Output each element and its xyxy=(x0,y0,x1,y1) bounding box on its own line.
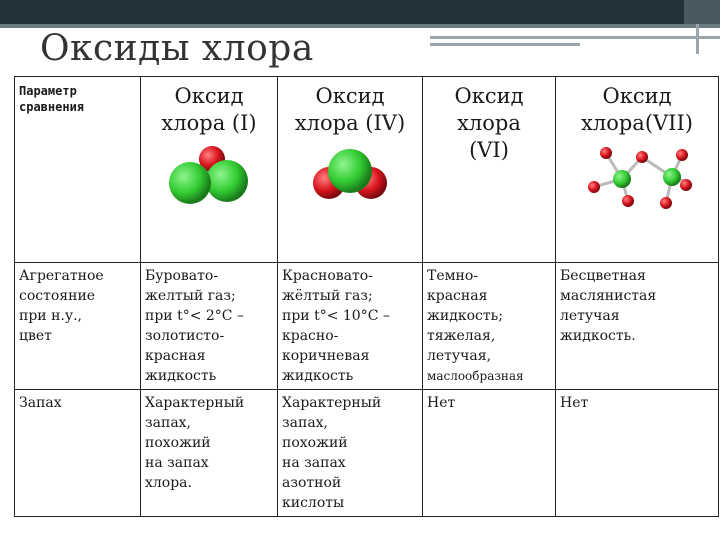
cell-line: красная xyxy=(145,348,206,364)
chlorine-atom xyxy=(328,149,372,193)
cell-line: похожий xyxy=(282,435,348,451)
oxygen-atom xyxy=(680,179,692,191)
table-row-smell xyxy=(15,390,719,517)
table-header-row xyxy=(15,77,719,263)
cell-line: Темно- xyxy=(427,268,479,284)
cell-line: азотной xyxy=(282,475,342,491)
row-label-line: цвет xyxy=(19,328,52,344)
cell-line: Красновато- xyxy=(282,268,373,284)
cell-line: при t°< 10°С – xyxy=(282,308,390,324)
cell-line: красная xyxy=(427,288,488,304)
smell-cl2o7-cell xyxy=(556,390,719,517)
cell-line: при t°< 2°С – xyxy=(145,308,244,324)
comparison-table xyxy=(14,76,719,517)
header-line: хлора xyxy=(457,111,521,135)
cell-line: маслянистая xyxy=(560,288,657,304)
cl2o-molecule-model xyxy=(164,145,254,207)
header-clo3 xyxy=(423,77,556,263)
top-banner xyxy=(0,0,720,24)
cell-line: жидкость xyxy=(145,368,217,384)
cell-line: жёлтый газ; xyxy=(282,288,373,304)
cell-line: летучая xyxy=(560,308,620,324)
row-label-line: Агрегатное xyxy=(19,268,104,284)
cell-line: Нет xyxy=(427,395,456,411)
state-cl2o-cell xyxy=(141,263,278,390)
cell-line: маслообразная xyxy=(427,369,524,383)
cell-line: летучая, xyxy=(427,348,492,364)
header-cl2o xyxy=(141,77,278,263)
cell-line: жидкость xyxy=(282,368,354,384)
smell-clo2-cell xyxy=(278,390,423,517)
cell-line: кислоты xyxy=(282,495,345,511)
oxygen-atom xyxy=(636,151,648,163)
smell-cl2o-cell xyxy=(141,390,278,517)
cell-line: на запах xyxy=(145,455,209,471)
row-label-line: состояние xyxy=(19,288,96,304)
header-line: хлора (I) xyxy=(161,111,257,135)
cell-line: золотисто- xyxy=(145,328,225,344)
row-label-cell xyxy=(15,263,141,390)
chlorine-atom xyxy=(613,170,631,188)
header-line: Оксид xyxy=(174,84,244,108)
state-clo2-cell xyxy=(278,263,423,390)
cell-line: коричневая xyxy=(282,348,370,364)
oxygen-atom xyxy=(660,197,672,209)
header-param-line: Параметр xyxy=(19,84,77,98)
header-line: хлора (IV) xyxy=(294,111,406,135)
cell-line: жидкость. xyxy=(560,328,636,344)
cell-line: красно- xyxy=(282,328,339,344)
banner-corner xyxy=(684,0,720,24)
title-rule xyxy=(430,36,720,39)
cell-line: Характерный xyxy=(282,395,382,411)
row-label-line: при н.у., xyxy=(19,308,82,324)
slide-title: Оксиды хлора xyxy=(40,28,314,69)
oxygen-atom xyxy=(600,147,612,159)
cell-line: похожий xyxy=(145,435,211,451)
row-label-line: Запах xyxy=(19,395,62,411)
cell-line: желтый газ; xyxy=(145,288,236,304)
oxygen-atom xyxy=(676,149,688,161)
cell-line: Бесцветная xyxy=(560,268,646,284)
header-param-line: сравнения xyxy=(19,100,85,114)
header-clo2 xyxy=(278,77,423,263)
cell-line: Буровато- xyxy=(145,268,219,284)
table-row-state xyxy=(15,263,719,390)
header-param-cell xyxy=(15,77,141,263)
chlorine-atom xyxy=(206,160,248,202)
cell-line: запах, xyxy=(145,415,192,431)
cl2o7-molecule-model xyxy=(582,143,692,215)
clo2-molecule-model xyxy=(305,145,395,207)
cell-line: хлора. xyxy=(145,475,192,491)
smell-clo3-cell xyxy=(423,390,556,517)
state-clo3-cell xyxy=(423,263,556,390)
header-line: Оксид xyxy=(454,84,524,108)
row-label-cell xyxy=(15,390,141,517)
oxygen-atom xyxy=(622,195,634,207)
header-cl2o7 xyxy=(556,77,719,263)
header-line: Оксид xyxy=(602,84,672,108)
header-line: хлора(VII) xyxy=(581,111,693,135)
state-cl2o7-cell xyxy=(556,263,719,390)
title-rule-short xyxy=(430,43,580,46)
cell-line: Характерный xyxy=(145,395,245,411)
corner-rule xyxy=(696,24,699,54)
cell-line: на запах xyxy=(282,455,346,471)
header-line: Оксид xyxy=(315,84,385,108)
header-line: (VI) xyxy=(469,138,509,162)
cell-line: тяжелая, xyxy=(427,328,496,344)
chlorine-atom xyxy=(663,168,681,186)
cell-line: запах, xyxy=(282,415,329,431)
cell-line: жидкость; xyxy=(427,308,503,324)
cell-line: Нет xyxy=(560,395,589,411)
chlorine-atom xyxy=(169,162,211,204)
oxygen-atom xyxy=(588,181,600,193)
